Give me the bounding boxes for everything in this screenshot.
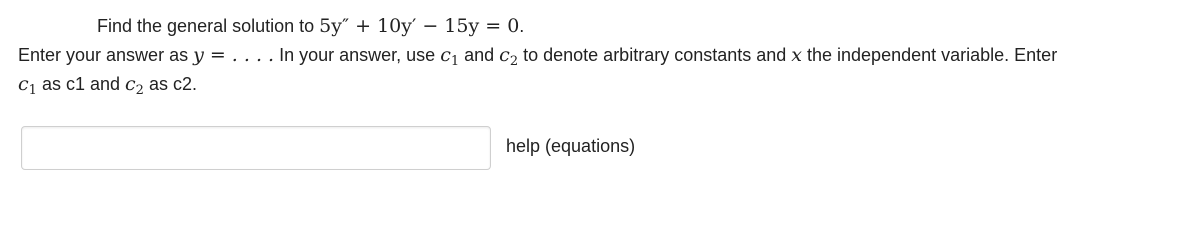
instruction-text: as c2.	[143, 74, 197, 94]
variable-x-symbol: x	[791, 44, 802, 66]
instruction-text: as c1 and	[36, 74, 125, 94]
problem-line-2	[18, 43, 1057, 67]
instruction-text: Enter your answer as	[18, 45, 194, 65]
help-equations-link[interactable]: help (equations)	[506, 136, 636, 156]
problem-text: Find the general solution to	[97, 16, 320, 36]
instruction-text: the independent variable. Enter	[802, 45, 1058, 65]
instruction-text: to denote arbitrary constants and	[518, 45, 792, 65]
problem-text: .	[519, 16, 525, 36]
differential-equation: 5y″ + 10y′ − 15y = 0	[319, 15, 520, 37]
constant-c1-symbol: $c_1$	[440, 44, 460, 69]
constant-c2-symbol: $c_2$	[499, 44, 519, 69]
answer-form: y = . . . .	[193, 44, 275, 66]
constant-c1-symbol: $c_1$	[18, 73, 37, 98]
constant-c2-symbol: $c_2$	[125, 73, 144, 98]
instruction-text: and	[459, 45, 500, 65]
instruction-text: In your answer, use	[274, 45, 441, 65]
answer-input[interactable]	[21, 126, 491, 170]
problem-line-1	[97, 14, 524, 38]
problem-line-3	[18, 72, 197, 96]
